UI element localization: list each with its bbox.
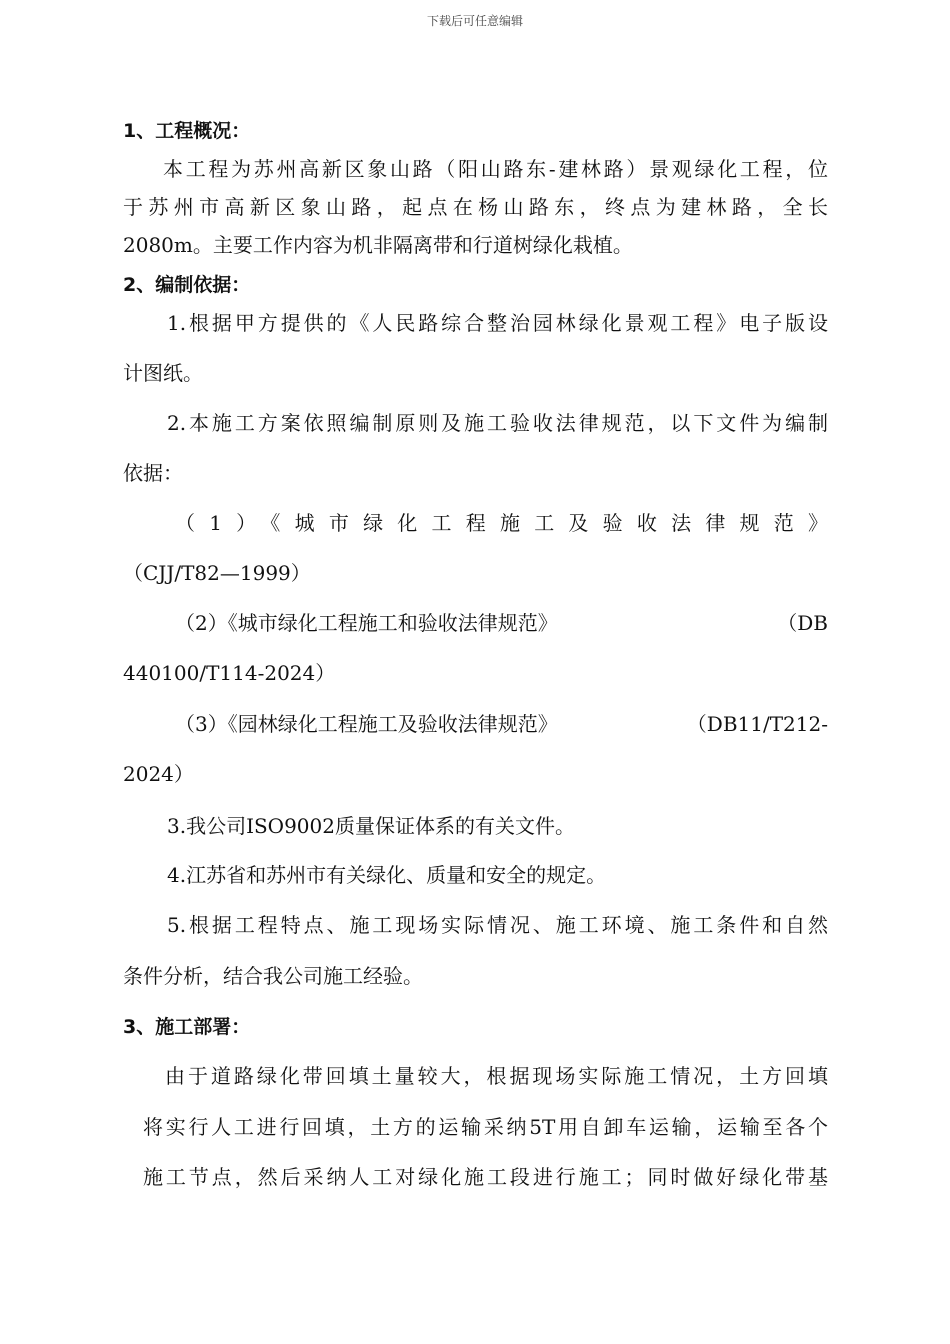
section-1-title: 1、工程概况：: [123, 120, 251, 142]
section-3-title: 3、施工部署：: [123, 1016, 251, 1038]
section-1-line-2: 于苏州市高新区象山路，起点在杨山路东，终点为建林路，全长: [123, 195, 828, 219]
basis-item-2-line-1: 2.本施工方案依照编制原则及施工验收法律规范，以下文件为编制: [167, 411, 828, 435]
standard-ref-1-title: （1）《城市绿化工程施工及验收法律规范》: [175, 511, 828, 535]
basis-item-1-line-2: 计图纸。: [123, 361, 203, 385]
standard-ref-2-title: （2）《城市绿化工程施工和验收法律规范》: [175, 611, 558, 635]
standard-ref-1-code: （CJJ/T82—1999）: [123, 561, 311, 585]
standard-ref-2-code-start: （DB: [777, 611, 828, 635]
page-header: 下载后可任意编辑: [426, 14, 523, 28]
section-2-title: 2、编制依据：: [123, 274, 251, 296]
standard-ref-3-code-end: 2024）: [123, 762, 194, 786]
standard-ref-2-code-end: 440100/T114-2024）: [123, 661, 336, 685]
section-3-line-3: 施工节点，然后采纳人工对绿化施工段进行施工；同时做好绿化带基: [143, 1165, 828, 1189]
standard-ref-3-row: [175, 711, 828, 737]
standard-ref-2-row: [175, 610, 828, 636]
section-3-line-1: 由于道路绿化带回填土量较大，根据现场实际施工情况，土方回填: [165, 1064, 828, 1088]
standard-ref-3-title: （3）《园林绿化工程施工及验收法律规范》: [175, 712, 558, 736]
section-3-line-2: 将实行人工进行回填，土方的运输采纳5T用自卸车运输，运输至各个: [143, 1115, 828, 1139]
basis-item-3: 3.我公司ISO9002质量保证体系的有关文件。: [167, 814, 575, 838]
basis-item-2-line-2: 依据：: [123, 461, 183, 485]
section-1-line-1: 本工程为苏州高新区象山路（阳山路东-建林路）景观绿化工程，位: [163, 157, 828, 181]
section-1-line-3: 2080m。主要工作内容为机非隔离带和行道树绿化栽植。: [123, 233, 633, 257]
basis-item-5-line-1: 5.根据工程特点、施工现场实际情况、施工环境、施工条件和自然: [167, 913, 828, 937]
basis-item-4: 4.江苏省和苏州市有关绿化、质量和安全的规定。: [167, 863, 607, 887]
basis-item-1-line-1: 1.根据甲方提供的《人民路综合整治园林绿化景观工程》电子版设: [167, 311, 828, 335]
standard-ref-3-code-start: （DB11/T212-: [686, 712, 828, 736]
basis-item-5-line-2: 条件分析，结合我公司施工经验。: [123, 964, 423, 988]
